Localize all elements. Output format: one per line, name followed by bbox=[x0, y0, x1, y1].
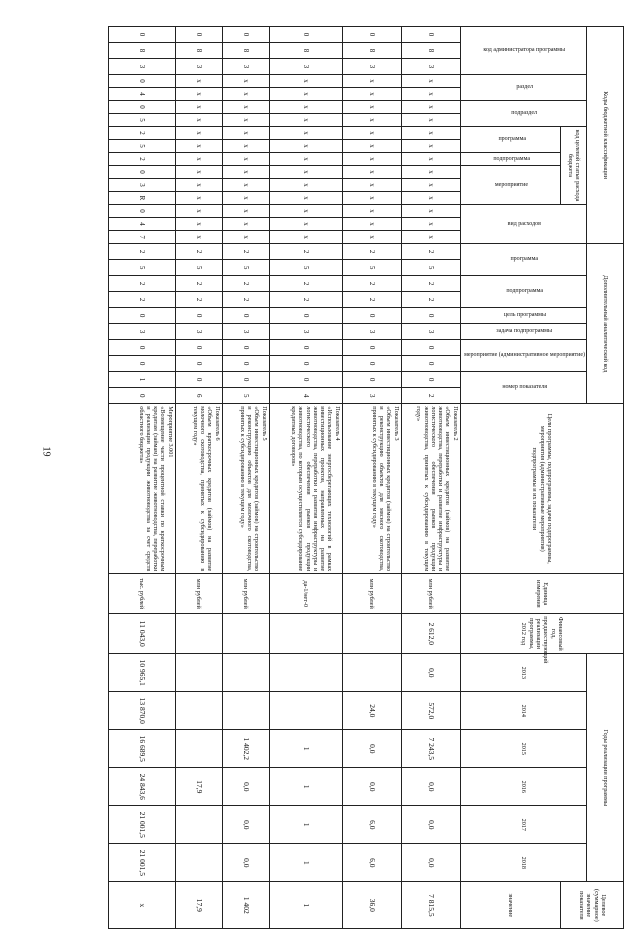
row-year-value bbox=[222, 692, 269, 730]
activity-digit: x bbox=[269, 179, 342, 192]
expense-digit: x bbox=[175, 205, 222, 218]
section-digit: 0 bbox=[108, 75, 175, 88]
expense-digit: x bbox=[175, 231, 222, 244]
admin-code-digit: 8 bbox=[175, 43, 222, 59]
header-subprogram bbox=[460, 153, 561, 166]
subprogram-digit: x bbox=[401, 153, 460, 166]
header-program bbox=[460, 127, 561, 153]
row-fin-year-value bbox=[175, 614, 222, 654]
goal-digit: 0 bbox=[108, 308, 175, 324]
admin-code-digit: 3 bbox=[175, 59, 222, 75]
row-fin-year-value bbox=[342, 614, 401, 654]
row-year-value: 0,0 bbox=[342, 730, 401, 768]
row-year-value: 1 402,2 bbox=[222, 730, 269, 768]
subprogram2-digit: 2 bbox=[222, 276, 269, 292]
header-extra-code: Дополнительный аналитический код bbox=[587, 244, 624, 404]
section-digit: x bbox=[222, 75, 269, 88]
admin-code-digit: 0 bbox=[222, 27, 269, 43]
activity-digit: 0 bbox=[108, 166, 175, 179]
expense-digit: 7 bbox=[108, 231, 175, 244]
row-unit: млн рублей bbox=[342, 574, 401, 614]
admin-activity-digit: 0 bbox=[175, 356, 222, 372]
row-year-value: 21 001,5 bbox=[108, 844, 175, 882]
admin-activity-digit: 0 bbox=[222, 340, 269, 356]
expense-digit: x bbox=[342, 205, 401, 218]
subsection-digit: x bbox=[175, 101, 222, 114]
admin-activity-digit: 0 bbox=[108, 356, 175, 372]
subprogram2-digit: 2 bbox=[108, 292, 175, 308]
row-target-value: 36,0 bbox=[342, 882, 401, 929]
header-year-2013: 2013 bbox=[460, 654, 586, 692]
subsection-digit: 5 bbox=[108, 114, 175, 127]
expense-digit: x bbox=[342, 231, 401, 244]
activity-digit: x bbox=[401, 179, 460, 192]
row-year-value: 0,0 bbox=[342, 768, 401, 806]
admin-activity-digit: 0 bbox=[269, 356, 342, 372]
admin-activity-digit: 0 bbox=[342, 340, 401, 356]
header-fin-year: Финансовый год, предшествующий реализации программы, 2012 год bbox=[460, 614, 623, 654]
document-sheet bbox=[64, 26, 624, 922]
row-year-value: 10 965,1 bbox=[108, 654, 175, 692]
row-description: Показатель 4 «Использование энергосберегающих технологий в рамках инвестиционных проектов, направленных на развитие животноводства, переработки и развития инфраструктуры и логистического обеспечения рынков продукции животноводства, по которым осуществляется субсидирование кредитных договоров» bbox=[269, 404, 342, 574]
expense-digit: x bbox=[222, 218, 269, 231]
header-admin-code bbox=[460, 27, 586, 75]
header-subprogram-task bbox=[460, 324, 586, 340]
section-digit: x bbox=[222, 88, 269, 101]
row-target-value: 1 bbox=[269, 882, 342, 929]
row-description: Мероприятие 3.001 «Возмещение части процентной ставки по краткосрочным кредитам (займам) на развитие животноводства, переработки и реализации продукции животноводства за счет средств областного бюджета» bbox=[108, 404, 175, 574]
header-program2 bbox=[460, 244, 586, 276]
admin-activity-digit: 0 bbox=[175, 340, 222, 356]
subprogram2-digit: 2 bbox=[342, 292, 401, 308]
header-subprogram-task-text: задача подпрограммы bbox=[496, 328, 553, 335]
row-target-value: 1 402 bbox=[222, 882, 269, 929]
header-subprogram2-text: подпрограмма bbox=[506, 288, 543, 295]
subprogram-digit: x bbox=[269, 153, 342, 166]
program-digit: x bbox=[222, 140, 269, 153]
section-digit: x bbox=[269, 88, 342, 101]
subsection-digit: x bbox=[222, 114, 269, 127]
admin-code-digit: 0 bbox=[401, 27, 460, 43]
program-digit: x bbox=[175, 140, 222, 153]
program2-digit: 5 bbox=[342, 260, 401, 276]
table-row bbox=[175, 27, 222, 929]
admin-activity-digit: 0 bbox=[108, 340, 175, 356]
row-year-value: 0,0 bbox=[401, 806, 460, 844]
row-year-value bbox=[175, 654, 222, 692]
program-digit: 5 bbox=[108, 140, 175, 153]
expense-digit: 4 bbox=[108, 218, 175, 231]
row-fin-year-value: 2 612,0 bbox=[401, 614, 460, 654]
row-target-value: 17,9 bbox=[175, 882, 222, 929]
indicator-number-digit: 0 bbox=[175, 372, 222, 388]
subprogram-digit: x bbox=[222, 153, 269, 166]
row-year-value bbox=[175, 692, 222, 730]
subprogram2-digit: 2 bbox=[401, 276, 460, 292]
subprogram2-digit: 2 bbox=[269, 292, 342, 308]
header-row-1 bbox=[587, 27, 624, 929]
admin-code-digit: 3 bbox=[269, 59, 342, 75]
activity-digit: x bbox=[401, 192, 460, 205]
section-digit: x bbox=[342, 75, 401, 88]
admin-activity-digit: 0 bbox=[222, 356, 269, 372]
admin-code-digit: 8 bbox=[342, 43, 401, 59]
admin-code-digit: 8 bbox=[108, 43, 175, 59]
subsection-digit: x bbox=[401, 114, 460, 127]
row-year-value bbox=[175, 844, 222, 882]
admin-activity-digit: 0 bbox=[401, 340, 460, 356]
subprogram-digit: 2 bbox=[108, 153, 175, 166]
expense-digit: x bbox=[269, 218, 342, 231]
program-digit: x bbox=[342, 127, 401, 140]
expense-digit: x bbox=[175, 218, 222, 231]
task-digit: 3 bbox=[175, 324, 222, 340]
header-goals: Цели программы, подпрограммы, задачи подпрограммы, мероприятия (административные мероприятия) подпрограммы и их показатели bbox=[460, 404, 623, 574]
table-row bbox=[222, 27, 269, 929]
activity-digit: x bbox=[222, 179, 269, 192]
admin-code-digit: 8 bbox=[401, 43, 460, 59]
admin-activity-digit: 0 bbox=[269, 340, 342, 356]
header-program2-text: программа bbox=[510, 256, 539, 263]
subprogram-digit: x bbox=[342, 153, 401, 166]
header-subsection-text: подраздел bbox=[511, 110, 538, 117]
program2-digit: 5 bbox=[108, 260, 175, 276]
expense-digit: x bbox=[222, 205, 269, 218]
subprogram2-digit: 2 bbox=[269, 276, 342, 292]
row-year-value bbox=[342, 654, 401, 692]
row-year-value: 6,0 bbox=[342, 806, 401, 844]
activity-digit: x bbox=[222, 166, 269, 179]
program-digit: x bbox=[222, 127, 269, 140]
section-digit: x bbox=[175, 88, 222, 101]
section-digit: x bbox=[175, 75, 222, 88]
row-year-value: 1 bbox=[269, 844, 342, 882]
program-digit: x bbox=[342, 140, 401, 153]
subprogram2-digit: 2 bbox=[175, 292, 222, 308]
activity-digit: R bbox=[108, 192, 175, 205]
header-section bbox=[460, 75, 586, 101]
indicator-number-digit: 5 bbox=[222, 388, 269, 404]
admin-code-digit: 3 bbox=[401, 59, 460, 75]
row-target-value: x bbox=[108, 882, 175, 929]
rotated-table-wrapper bbox=[64, 26, 624, 922]
goal-digit: 0 bbox=[175, 308, 222, 324]
program-digit: 2 bbox=[108, 127, 175, 140]
page-number: 19 bbox=[40, 446, 52, 457]
expense-digit: x bbox=[342, 218, 401, 231]
subsection-digit: x bbox=[401, 101, 460, 114]
row-year-value: 24 843,6 bbox=[108, 768, 175, 806]
row-year-value: 1 bbox=[269, 768, 342, 806]
header-years: Годы реализации программы bbox=[587, 654, 624, 882]
header-expense-type-text: вид расходов bbox=[507, 220, 542, 227]
header-program-goal bbox=[460, 308, 586, 324]
indicator-number-digit: 4 bbox=[269, 388, 342, 404]
activity-digit: x bbox=[175, 179, 222, 192]
header-activity bbox=[460, 166, 561, 205]
activity-digit: x bbox=[269, 166, 342, 179]
header-target: Целевое (суммарное) значение показателя bbox=[561, 882, 624, 929]
indicator-number-digit: 1 bbox=[108, 372, 175, 388]
subprogram2-digit: 2 bbox=[222, 292, 269, 308]
indicator-number-digit: 0 bbox=[269, 372, 342, 388]
row-year-value: 16 689,5 bbox=[108, 730, 175, 768]
task-digit: 3 bbox=[108, 324, 175, 340]
header-subprogram2 bbox=[460, 276, 586, 308]
header-unit: Единица измерения bbox=[460, 574, 623, 614]
indicator-number-digit: 0 bbox=[401, 372, 460, 388]
header-year-2015: 2015 bbox=[460, 730, 586, 768]
row-year-value: 0,0 bbox=[222, 768, 269, 806]
expense-digit: x bbox=[401, 205, 460, 218]
row-unit: млн рублей bbox=[222, 574, 269, 614]
row-year-value: 13 870,0 bbox=[108, 692, 175, 730]
header-section-text: раздел bbox=[516, 84, 533, 91]
header-indicator-number-text: номер показателя bbox=[502, 384, 547, 391]
header-year-2014: 2014 bbox=[460, 692, 586, 730]
row-description: Показатель 5 «Объем инвестиционных кредитов (займов) на строительство и реконструкцию объектов для молочного скотоводства, принятых к субсидированию в текущем году» bbox=[222, 404, 269, 574]
row-fin-year-value: 11 043,0 bbox=[108, 614, 175, 654]
row-year-value: 6,0 bbox=[342, 844, 401, 882]
subprogram2-digit: 2 bbox=[108, 276, 175, 292]
admin-code-digit: 0 bbox=[108, 27, 175, 43]
admin-activity-digit: 0 bbox=[401, 356, 460, 372]
row-unit: да-1/нет-0 bbox=[269, 574, 342, 614]
row-fin-year-value bbox=[222, 614, 269, 654]
admin-code-digit: 3 bbox=[342, 59, 401, 75]
header-program-goal-text: цель программы bbox=[503, 312, 546, 319]
table-row bbox=[401, 27, 460, 929]
task-digit: 3 bbox=[222, 324, 269, 340]
row-year-value: 0,0 bbox=[401, 768, 460, 806]
goal-digit: 0 bbox=[342, 308, 401, 324]
row-description: Показатель 3 «Объем инвестиционных кредитов (займов) на строительство и реконструкцию объектов для мясного скотоводства, принятых к субсидированию в текущем году» bbox=[342, 404, 401, 574]
section-digit: x bbox=[401, 88, 460, 101]
task-digit: 3 bbox=[269, 324, 342, 340]
activity-digit: 3 bbox=[108, 179, 175, 192]
header-admin-activity bbox=[460, 340, 586, 372]
table-body bbox=[108, 27, 623, 929]
table-row bbox=[269, 27, 342, 929]
row-unit: млн рублей bbox=[401, 574, 460, 614]
header-expense-type bbox=[460, 205, 586, 244]
program-digit: x bbox=[401, 140, 460, 153]
row-year-value bbox=[269, 654, 342, 692]
program2-digit: 2 bbox=[175, 244, 222, 260]
header-year-2017: 2017 bbox=[460, 806, 586, 844]
indicator-number-digit: 3 bbox=[342, 388, 401, 404]
expense-digit: x bbox=[222, 231, 269, 244]
goal-digit: 0 bbox=[222, 308, 269, 324]
admin-code-digit: 0 bbox=[269, 27, 342, 43]
program2-digit: 2 bbox=[222, 244, 269, 260]
goal-digit: 0 bbox=[401, 308, 460, 324]
header-admin-activity-text: мероприятие (административное мероприятие) bbox=[464, 352, 585, 359]
admin-code-digit: 8 bbox=[269, 43, 342, 59]
program2-digit: 5 bbox=[175, 260, 222, 276]
row-year-value: 0,0 bbox=[401, 844, 460, 882]
header-admin-code-text: код администратора программы bbox=[483, 47, 566, 54]
task-digit: 3 bbox=[342, 324, 401, 340]
indicator-number-digit: 0 bbox=[222, 372, 269, 388]
header-year-2018: 2018 bbox=[460, 844, 586, 882]
subsection-digit: x bbox=[342, 101, 401, 114]
row-year-value: 572,0 bbox=[401, 692, 460, 730]
goal-digit: 0 bbox=[269, 308, 342, 324]
row-unit: тыс. рублей bbox=[108, 574, 175, 614]
row-year-value: 24,0 bbox=[342, 692, 401, 730]
row-unit: млн рублей bbox=[175, 574, 222, 614]
expense-digit: x bbox=[269, 231, 342, 244]
indicator-number-digit: 0 bbox=[108, 388, 175, 404]
header-budget-codes: Коды бюджетной классификации bbox=[587, 27, 624, 244]
header-program-text: программа bbox=[498, 136, 526, 143]
activity-digit: x bbox=[401, 166, 460, 179]
row-year-value: 0,0 bbox=[222, 844, 269, 882]
indicators-table bbox=[108, 26, 624, 929]
expense-digit: x bbox=[269, 205, 342, 218]
section-digit: x bbox=[342, 88, 401, 101]
header-indicator-number bbox=[460, 372, 586, 404]
header-target-article: код целевой статьи расхода бюджета bbox=[561, 127, 587, 205]
table-row bbox=[108, 27, 175, 929]
row-fin-year-value bbox=[269, 614, 342, 654]
subsection-digit: x bbox=[175, 114, 222, 127]
expense-digit: 0 bbox=[108, 205, 175, 218]
row-year-value: 0,0 bbox=[222, 806, 269, 844]
activity-digit: x bbox=[342, 179, 401, 192]
subprogram-digit: x bbox=[175, 153, 222, 166]
row-description: Показатель 6 «Объем краткосрочных кредитов (займов) на развитие молочного скотоводства, принятых к субсидированию в текущем году» bbox=[175, 404, 222, 574]
program2-digit: 5 bbox=[401, 260, 460, 276]
subsection-digit: x bbox=[342, 114, 401, 127]
program-digit: x bbox=[269, 127, 342, 140]
row-year-value bbox=[175, 730, 222, 768]
section-digit: 4 bbox=[108, 88, 175, 101]
row-year-value: 17,9 bbox=[175, 768, 222, 806]
section-digit: x bbox=[269, 75, 342, 88]
indicator-number-digit: 0 bbox=[342, 372, 401, 388]
program-digit: x bbox=[269, 140, 342, 153]
header-subsection bbox=[460, 101, 586, 127]
program2-digit: 2 bbox=[108, 244, 175, 260]
program2-digit: 5 bbox=[222, 260, 269, 276]
indicator-number-digit: 2 bbox=[401, 388, 460, 404]
row-year-value: 0,0 bbox=[401, 654, 460, 692]
activity-digit: x bbox=[175, 166, 222, 179]
subsection-digit: 0 bbox=[108, 101, 175, 114]
activity-digit: x bbox=[342, 192, 401, 205]
program-digit: x bbox=[175, 127, 222, 140]
admin-code-digit: 0 bbox=[342, 27, 401, 43]
row-target-value: 7 815,5 bbox=[401, 882, 460, 929]
subsection-digit: x bbox=[269, 114, 342, 127]
row-description: Показатель 2 «Объем инвестиционных кредитов (займов) на развитие животноводства, переработки и развитие инфраструктуры и логистического обеспечения рынков продукции животноводства, принятых к субсидированию в текущем году» bbox=[401, 404, 460, 574]
activity-digit: x bbox=[222, 192, 269, 205]
admin-code-digit: 0 bbox=[175, 27, 222, 43]
row-year-value: 21 001,5 bbox=[108, 806, 175, 844]
section-digit: x bbox=[401, 75, 460, 88]
subprogram2-digit: 2 bbox=[401, 292, 460, 308]
indicator-number-digit: 6 bbox=[175, 388, 222, 404]
program2-digit: 2 bbox=[401, 244, 460, 260]
header-activity-text: мероприятие bbox=[495, 181, 529, 188]
row-year-value bbox=[175, 806, 222, 844]
activity-digit: x bbox=[269, 192, 342, 205]
header-subprogram-text: подпрограмма bbox=[493, 155, 531, 162]
program2-digit: 2 bbox=[269, 244, 342, 260]
expense-digit: x bbox=[401, 231, 460, 244]
row-year-value bbox=[269, 692, 342, 730]
admin-code-digit: 3 bbox=[222, 59, 269, 75]
program2-digit: 2 bbox=[342, 244, 401, 260]
subsection-digit: x bbox=[222, 101, 269, 114]
admin-code-digit: 3 bbox=[108, 59, 175, 75]
admin-code-digit: 8 bbox=[222, 43, 269, 59]
admin-activity-digit: 0 bbox=[342, 356, 401, 372]
header-value: значение bbox=[460, 882, 561, 929]
subprogram2-digit: 2 bbox=[175, 276, 222, 292]
program2-digit: 5 bbox=[269, 260, 342, 276]
program-digit: x bbox=[401, 127, 460, 140]
row-year-value bbox=[222, 654, 269, 692]
task-digit: 3 bbox=[401, 324, 460, 340]
header-year-2016: 2016 bbox=[460, 768, 586, 806]
subprogram2-digit: 2 bbox=[342, 276, 401, 292]
table-row bbox=[342, 27, 401, 929]
row-year-value: 1 bbox=[269, 730, 342, 768]
expense-digit: x bbox=[401, 218, 460, 231]
row-year-value: 7 243,5 bbox=[401, 730, 460, 768]
row-year-value: 1 bbox=[269, 806, 342, 844]
subsection-digit: x bbox=[269, 101, 342, 114]
activity-digit: x bbox=[175, 192, 222, 205]
activity-digit: x bbox=[342, 166, 401, 179]
